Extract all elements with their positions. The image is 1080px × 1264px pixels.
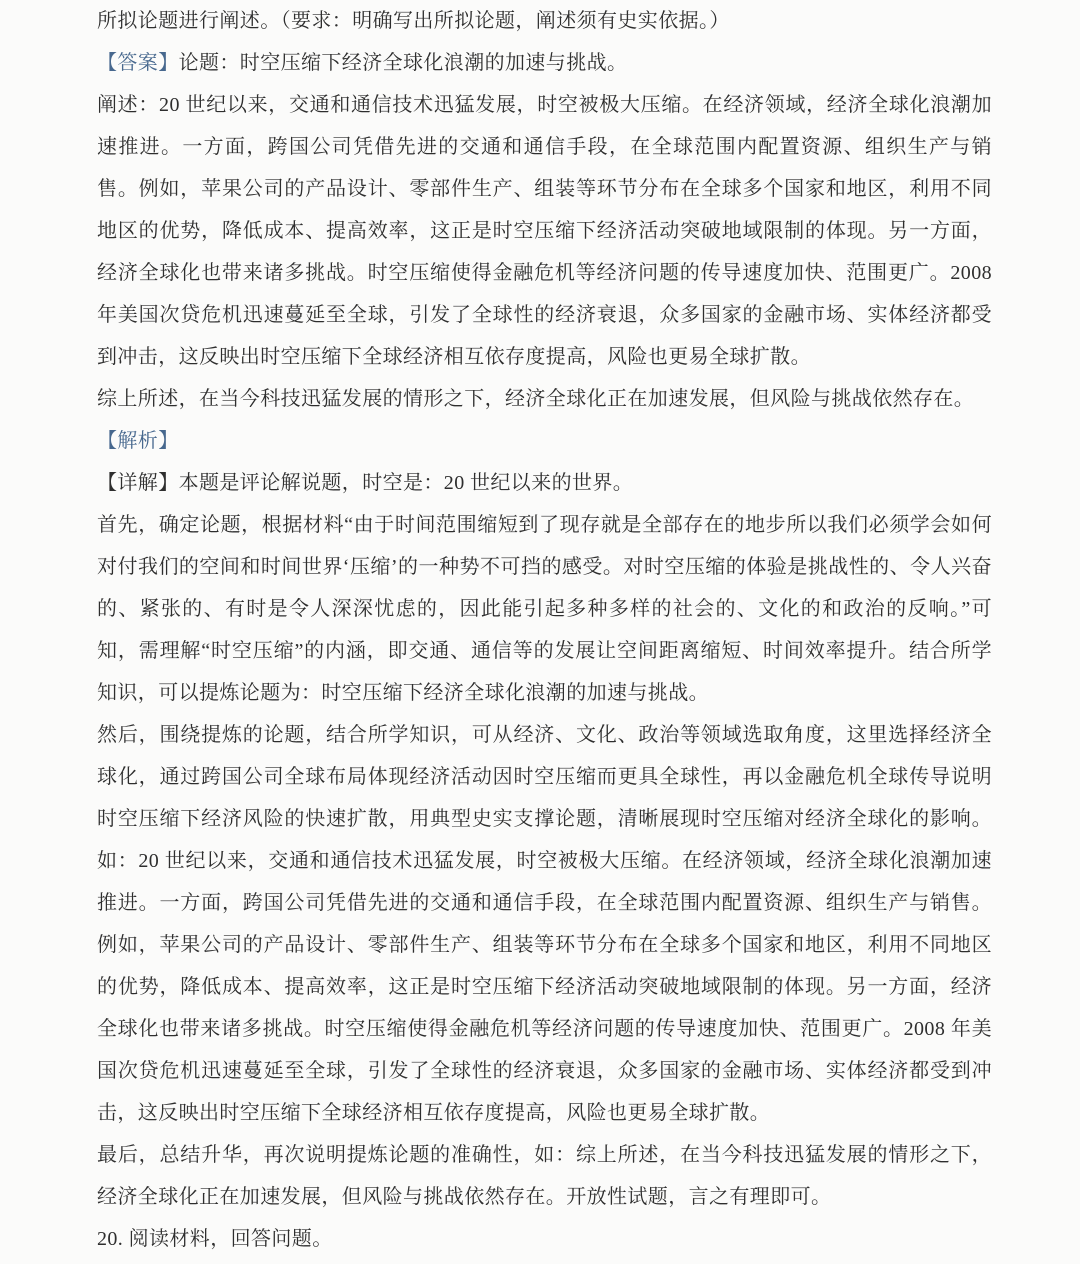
analysis-step3-paragraph — [97, 1134, 992, 1218]
question-requirement-paragraph — [97, 0, 992, 42]
answer-conclusion-paragraph — [97, 378, 992, 420]
paragraph-text: 【详解】本题是评论解说题，时空是：20 世纪以来的世界。 — [97, 472, 634, 494]
analysis-label: 【解析】 — [97, 430, 179, 452]
analysis-step2-paragraph — [97, 714, 992, 1134]
paragraph-text: 首先，确定论题，根据材料“由于时间范围缩短到了现存就是全部存在的地步所以我们必须学会如何对付我们的空间和时间世界‘压缩’的一种势不可挡的感受。对时空压缩的体验是挑战性的、令人兴奋的、紧张的、有时是令人深深忧虑的，因此能引起多种多样的社会的、文化的和政治的反响。”可知，需理解“时空压缩”的内涵，即交通、通信等的发展让空间距离缩短、时间效率提升。结合所学知识，可以提炼论题为：时空压缩下经济全球化浪潮的加速与挑战。 — [97, 514, 992, 704]
answer-elaboration-paragraph — [97, 84, 992, 378]
paragraph-text: 阐述：20 世纪以来，交通和通信技术迅猛发展，时空被极大压缩。在经济领域，经济全球化浪潮加速推进。一方面，跨国公司凭借先进的交通和通信手段，在全球范围内配置资源、组织生产与销售。例如，苹果公司的产品设计、零部件生产、组装等环节分布在全球多个国家和地区，利用不同地区的优势，降低成本、提高效率，这正是时空压缩下经济活动突破地域限制的体现。另一方面，经济全球化也带来诸多挑战。时空压缩使得金融危机等经济问题的传导速度加快、范围更广。2008 年美国次贷危机迅速蔓延至全球，引发了全球性的经济衰退，众多国家的金融市场、实体经济都受到冲击，这反映出时空压缩下全球经济相互依存度提高，风险也更易全球扩散。 — [97, 94, 992, 368]
analysis-step1-paragraph — [97, 504, 992, 714]
paragraph-text: 20. 阅读材料，回答问题。 — [97, 1228, 333, 1250]
answer-label: 【答案】 — [97, 52, 179, 74]
question-20-header — [97, 1218, 992, 1260]
paragraph-text: 综上所述，在当今科技迅猛发展的情形之下，经济全球化正在加速发展，但风险与挑战依然存在。 — [97, 388, 975, 410]
paragraph-text: 所拟论题进行阐述。（要求：明确写出所拟论题，阐述须有史实依据。） — [97, 10, 730, 32]
detail-explanation-paragraph — [97, 462, 992, 504]
analysis-section-paragraph — [97, 420, 992, 462]
paragraph-text: 最后，总结升华，再次说明提炼论题的准确性，如：综上所述，在当今科技迅猛发展的情形之下，经济全球化正在加速发展，但风险与挑战依然存在。开放性试题，言之有理即可。 — [97, 1144, 992, 1208]
answer-topic-paragraph — [97, 42, 992, 84]
paragraph-text: 然后，围绕提炼的论题，结合所学知识，可从经济、文化、政治等领域选取角度，这里选择经济全球化，通过跨国公司全球布局体现经济活动因时空压缩而更具全球性，再以金融危机全球传导说明时空压缩下经济风险的快速扩散，用典型史实支撑论题，清晰展现时空压缩对经济全球化的影响。如：20 世纪以来，交通和通信技术迅猛发展，时空被极大压缩。在经济领域，经济全球化浪潮加速推进。一方面，跨国公司凭借先进的交通和通信手段，在全球范围内配置资源、组织生产与销售。例如，苹果公司的产品设计、零部件生产、组装等环节分布在全球多个国家和地区，利用不同地区的优势，降低成本、提高效率，这正是时空压缩下经济活动突破地域限制的体现。另一方面，经济全球化也带来诸多挑战。时空压缩使得金融危机等经济问题的传导速度加快、范围更广。2008 年美国次贷危机迅速蔓延至全球，引发了全球性的经济衰退，众多国家的金融市场、实体经济都受到冲击，这反映出时空压缩下全球经济相互依存度提高，风险也更易全球扩散。 — [97, 724, 992, 1124]
paragraph-text: 论题：时空压缩下经济全球化浪潮的加速与挑战。 — [178, 52, 628, 74]
